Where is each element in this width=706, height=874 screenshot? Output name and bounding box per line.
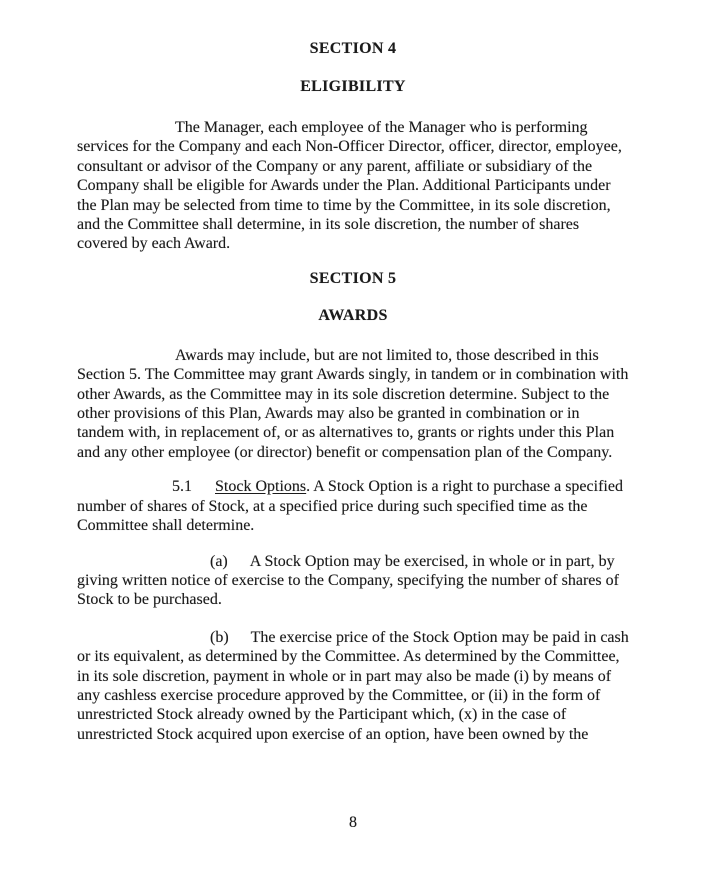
clause-5-1 (77, 477, 630, 535)
tab-spacer (228, 565, 250, 566)
section5-subheading: AWARDS (318, 306, 388, 324)
clause-b-label: (b) (210, 628, 229, 646)
clause-b-text: The exercise price of the Stock Option may be paid in cash or its equivalent, as determined by the Committee. As determined by the Committee, in its sole discretion, payment in whole or in part may also be made (i) by means of any cashless exercise procedure approved by the Committee, or (ii) in the form of unrestricted Stock already owned by the Participant which, (x) in the case of unrestricted Stock acquired upon exercise of an option, have been owned by the (77, 628, 629, 743)
clause-5-1-text: . A Stock Option is a right to purchase a specified number of shares of Stock, at a specified price during such specified time as the Committee shall determine. (77, 478, 623, 535)
awards-intro-paragraph: Awards may include, but are not limited to, those described in this Section 5. The Committee may grant Awards singly, in tandem or in combination with other Awards, as the Committee may in its sole discretion determine. Subject to the other provisions of this Plan, Awards may also be granted in combination or in tandem with, in replacement of, or as alternatives to, grants or rights under this Plan and any other employee (or director) benefit or compensation plan of the Company. (77, 346, 629, 461)
tab-spacer (77, 565, 210, 566)
section5-heading: SECTION 5 (309, 269, 397, 287)
page-body (77, 118, 630, 254)
clause-5-1-number: 5.1 (172, 478, 192, 496)
section4-heading: SECTION 4 (309, 40, 397, 57)
clause-b (77, 628, 630, 744)
tab-spacer (229, 641, 251, 642)
tab-spacer (77, 490, 172, 491)
page-number: 8 (349, 814, 357, 832)
clause-a-text: A Stock Option may be exercised, in whole or in part, by giving written notice of exercise to the Company, specifying the number of shares of Stock to be purchased. (77, 552, 619, 609)
clause-a-label: (a) (210, 552, 228, 570)
tab-spacer (77, 641, 210, 642)
clause-5-1-title: Stock Options (215, 478, 307, 496)
section4-subheading: ELIGIBILITY (300, 78, 406, 95)
tab-spacer (192, 490, 215, 491)
clause-a (77, 552, 630, 610)
eligibility-paragraph: The Manager, each employee of the Manager who is performing services for the Company and each Non-Officer Director, officer, director, employee, consultant or advisor of the Company or any parent, affiliate or subsidiary of the Company shall be eligible for Awards under the Plan. Additional Participants under the Plan may be selected from time to time by the Committee, in its sole discretion, and the Committee shall determine, in its sole discretion, the number of shares covered by each Award. (77, 119, 622, 253)
page-body-2 (77, 346, 630, 744)
